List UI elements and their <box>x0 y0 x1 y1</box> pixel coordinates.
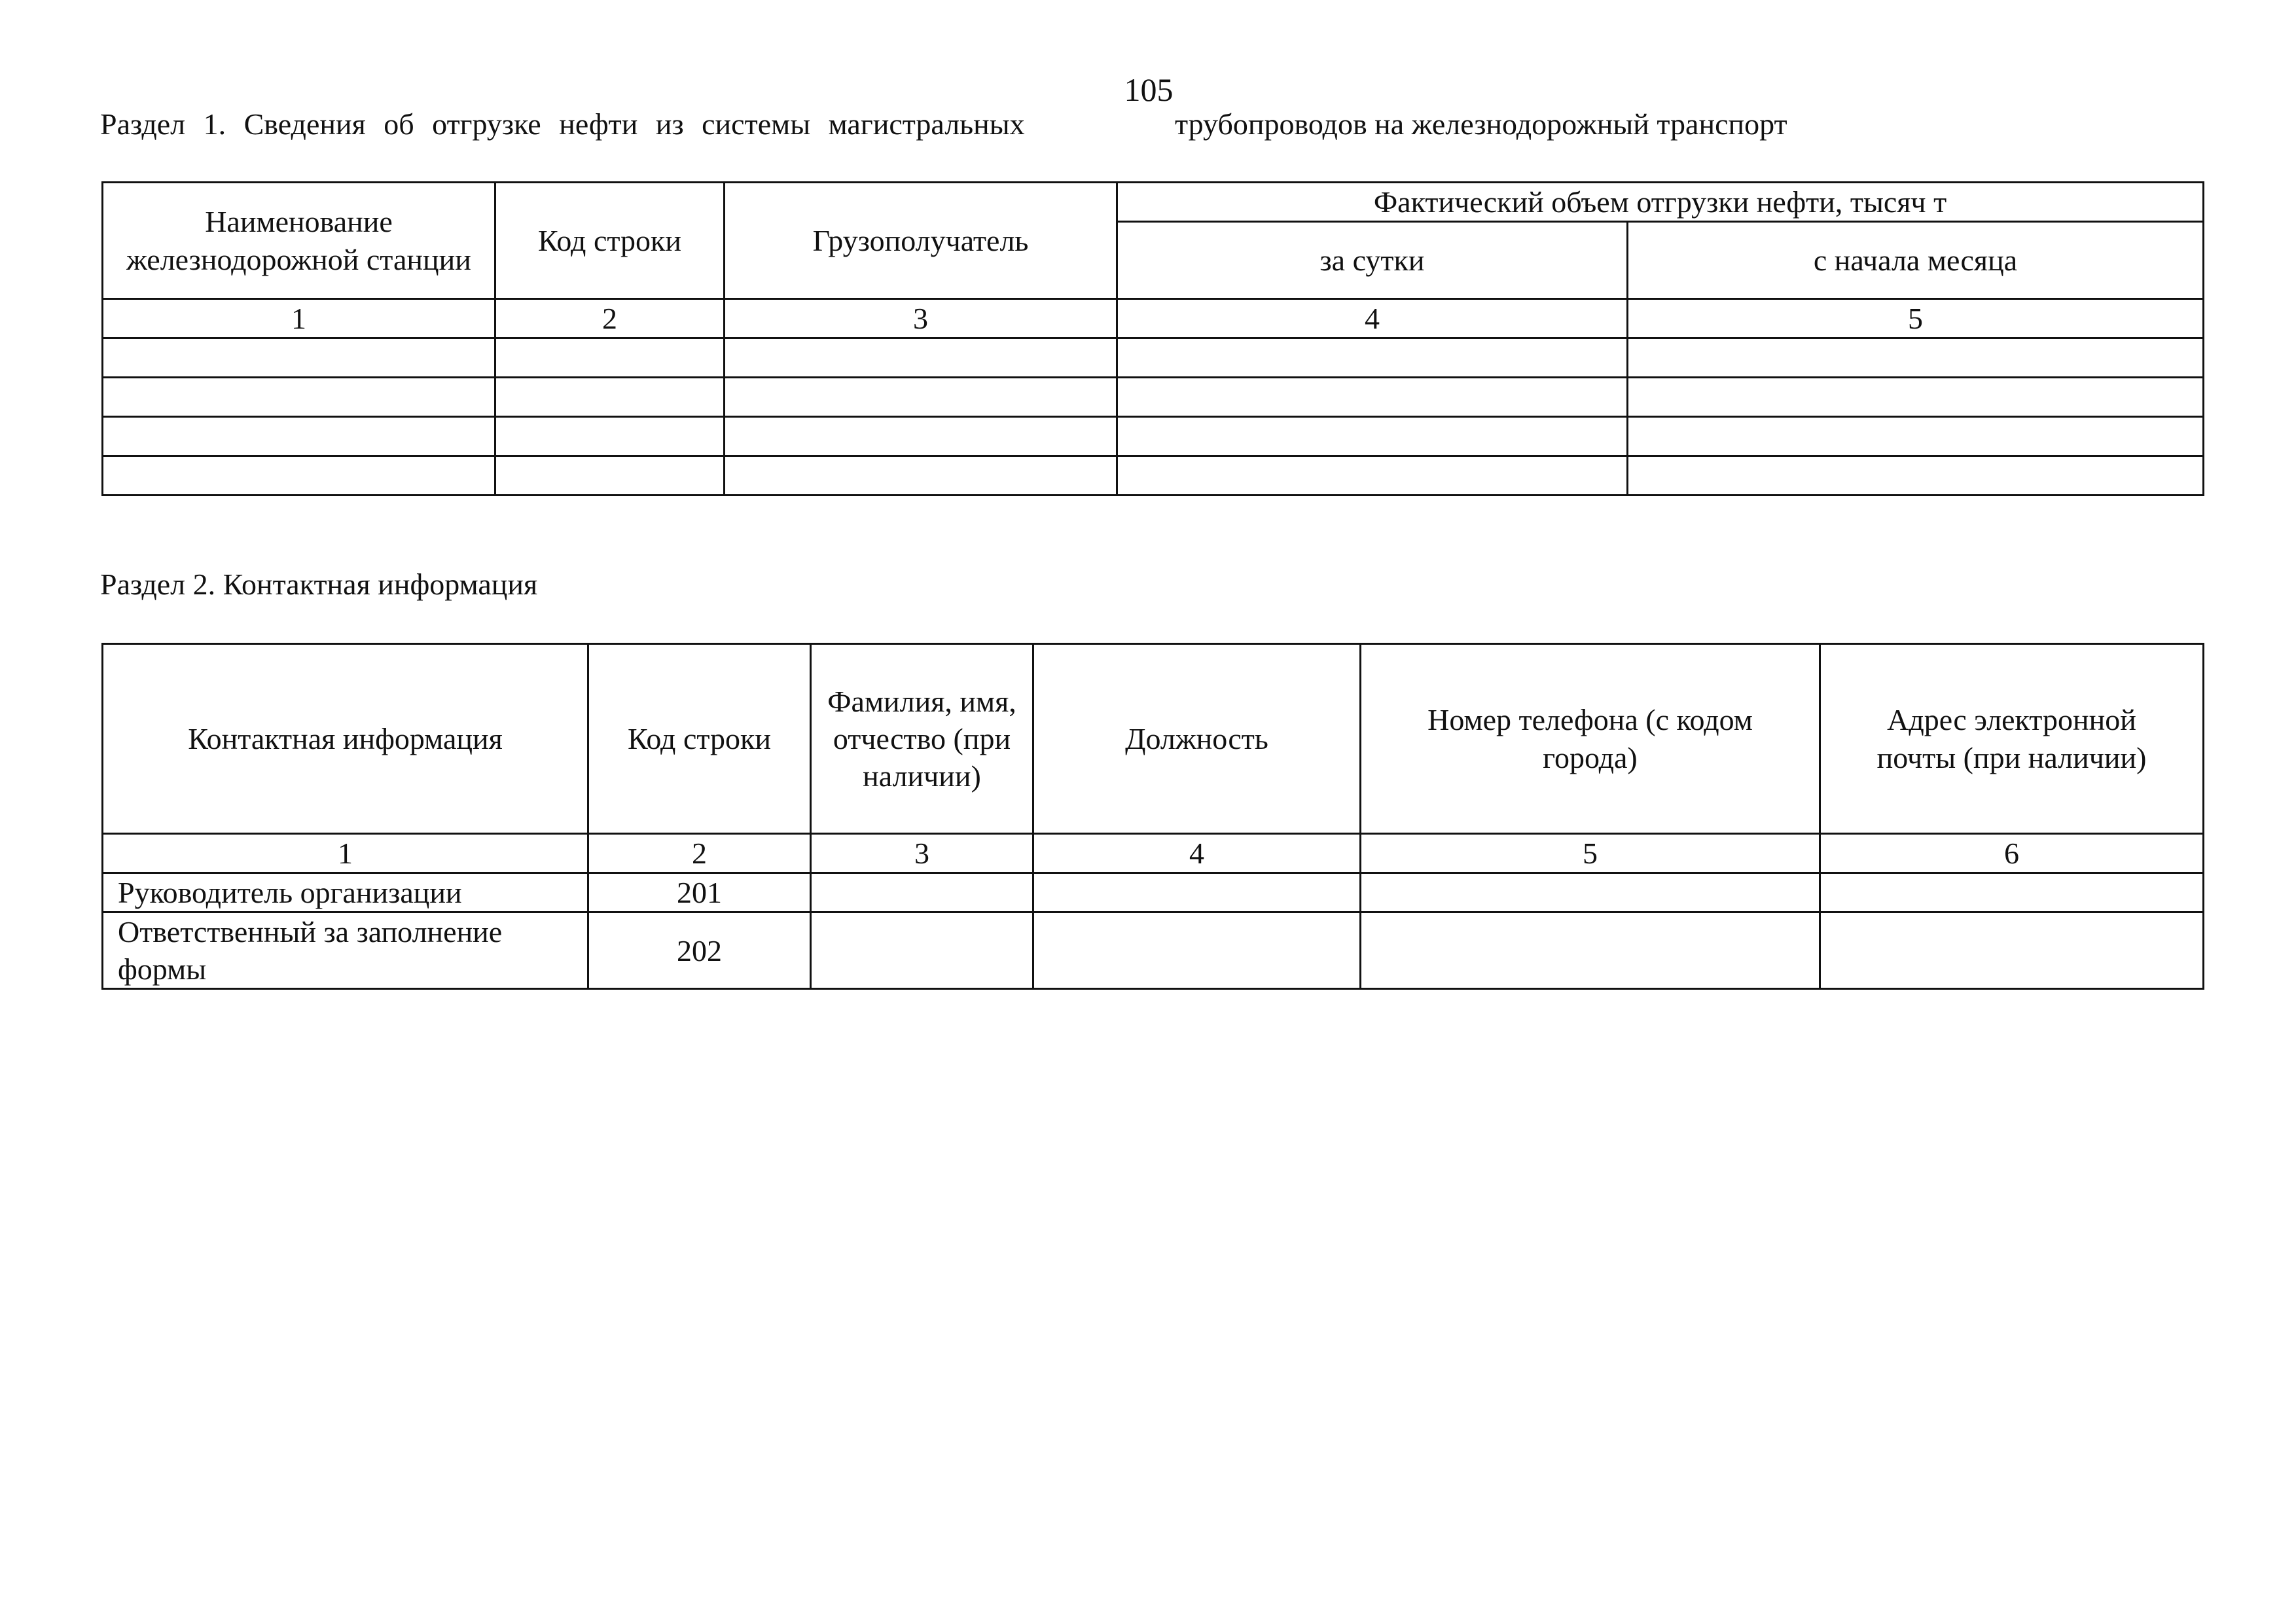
empty-cell[interactable] <box>495 378 725 417</box>
header-row-code: Код строки <box>588 644 811 834</box>
section1-title-continuation: трубопроводов на железнодорожный транспорт <box>1175 107 1787 141</box>
header-per-day: за сутки <box>1117 222 1628 299</box>
header-consignee: Грузополучатель <box>725 183 1117 299</box>
empty-cell[interactable] <box>1820 912 2204 989</box>
empty-cell[interactable] <box>1628 456 2204 496</box>
empty-cell[interactable] <box>103 417 495 456</box>
header-row-code: Код строки <box>495 183 725 299</box>
column-number-row <box>103 834 2204 873</box>
empty-cell[interactable] <box>103 456 495 496</box>
empty-cell[interactable] <box>103 378 495 417</box>
table-row <box>103 417 2204 456</box>
section1-title: Раздел 1. Сведения об отгрузке нефти из системы магистральных <box>100 107 1025 141</box>
empty-cell[interactable] <box>1033 873 1361 912</box>
header-email: Адрес электронной почты (при наличии) <box>1820 644 2204 834</box>
empty-cell[interactable] <box>495 456 725 496</box>
empty-cell[interactable] <box>725 417 1117 456</box>
column-number: 2 <box>495 299 725 338</box>
column-number: 4 <box>1033 834 1361 873</box>
empty-cell[interactable] <box>811 912 1033 989</box>
column-number: 6 <box>1820 834 2204 873</box>
table-row <box>103 873 2204 912</box>
contact-info-table <box>101 643 2204 990</box>
header-phone: Номер телефона (с кодом города) <box>1361 644 1820 834</box>
header-actual-volume: Фактический объем отгрузки нефти, тысяч т <box>1117 183 2204 222</box>
table-row <box>103 338 2204 378</box>
column-number: 5 <box>1361 834 1820 873</box>
empty-cell[interactable] <box>495 338 725 378</box>
table-row <box>103 378 2204 417</box>
empty-cell[interactable] <box>495 417 725 456</box>
oil-shipment-table <box>101 181 2204 496</box>
column-number: 4 <box>1117 299 1628 338</box>
header-full-name: Фамилия, имя, отчество (при наличии) <box>811 644 1033 834</box>
empty-cell[interactable] <box>811 873 1033 912</box>
column-number: 1 <box>103 834 588 873</box>
row-code: 201 <box>588 873 811 912</box>
header-since-month-start: с начала месяца <box>1628 222 2204 299</box>
column-number: 3 <box>811 834 1033 873</box>
column-number: 5 <box>1628 299 2204 338</box>
table-row <box>103 456 2204 496</box>
empty-cell[interactable] <box>725 338 1117 378</box>
header-contact-info: Контактная информация <box>103 644 588 834</box>
column-number: 2 <box>588 834 811 873</box>
empty-cell[interactable] <box>1628 378 2204 417</box>
table-row <box>103 912 2204 989</box>
empty-cell[interactable] <box>103 338 495 378</box>
empty-cell[interactable] <box>1117 378 1628 417</box>
column-number: 1 <box>103 299 495 338</box>
empty-cell[interactable] <box>1117 456 1628 496</box>
header-position: Должность <box>1033 644 1361 834</box>
header-station: Наименование железнодорожной станции <box>103 183 495 299</box>
row-code: 202 <box>588 912 811 989</box>
empty-cell[interactable] <box>725 456 1117 496</box>
empty-cell[interactable] <box>1117 338 1628 378</box>
empty-cell[interactable] <box>1820 873 2204 912</box>
row-label: Ответственный за заполнение формы <box>103 912 588 989</box>
page-number: 105 <box>1124 71 1174 108</box>
empty-cell[interactable] <box>725 378 1117 417</box>
empty-cell[interactable] <box>1033 912 1361 989</box>
section2-title: Раздел 2. Контактная информация <box>100 568 538 601</box>
empty-cell[interactable] <box>1361 873 1820 912</box>
row-label: Руководитель организации <box>103 873 588 912</box>
empty-cell[interactable] <box>1117 417 1628 456</box>
empty-cell[interactable] <box>1361 912 1820 989</box>
empty-cell[interactable] <box>1628 338 2204 378</box>
column-number-row <box>103 299 2204 338</box>
empty-cell[interactable] <box>1628 417 2204 456</box>
column-number: 3 <box>725 299 1117 338</box>
